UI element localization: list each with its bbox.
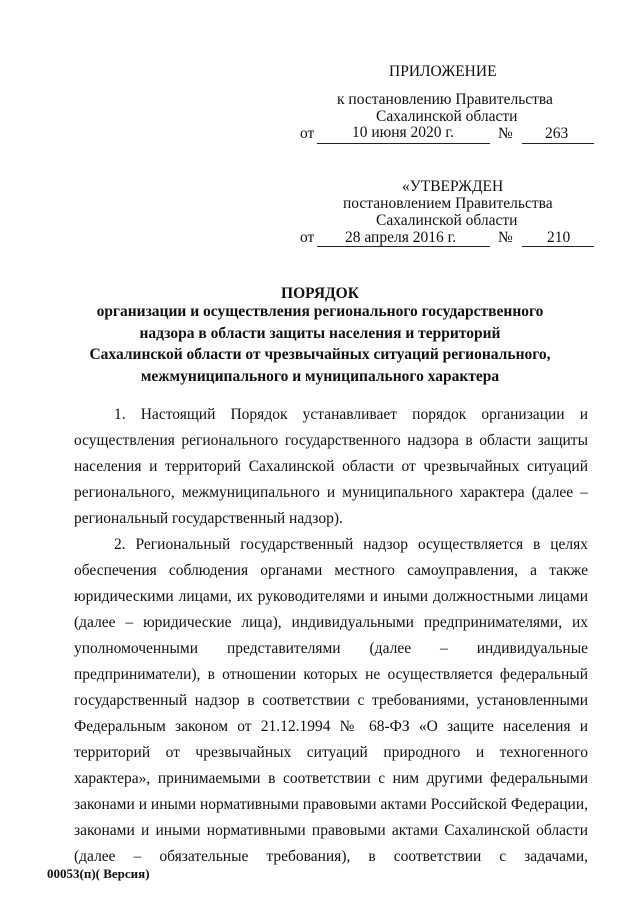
approved-date-underline bbox=[317, 246, 490, 247]
paragraph-line: законами и иными нормативными правовыми актами Сахалинской области bbox=[74, 822, 588, 839]
approved-number-label: № bbox=[498, 229, 513, 246]
paragraph-line: регионального, межмуниципального и муниципального характера (далее – bbox=[74, 484, 588, 501]
paragraph-line: 1. Настоящий Порядок устанавливает порядок организации и bbox=[114, 406, 588, 423]
paragraph-line: региональный государственный надзор). bbox=[74, 510, 343, 527]
subtitle-line: организации и осуществления регионального государственного bbox=[96, 303, 544, 320]
subtitle-line: Сахалинской области от чрезвычайных ситуаций регионального, bbox=[89, 346, 551, 363]
paragraph-1 bbox=[74, 402, 588, 532]
appendix-number-label: № bbox=[498, 125, 513, 142]
appendix-number-underline bbox=[522, 143, 594, 144]
paragraph-line: Федеральным законом от 21.12.1994 № 68-ФЗ «О защите населения и bbox=[74, 718, 588, 735]
appendix-line-1: к постановлению Правительства bbox=[337, 91, 553, 108]
appendix-line-2: Сахалинской области bbox=[376, 108, 518, 125]
paragraph-line: обеспечения соблюдения органами местного самоуправления, а также bbox=[74, 562, 588, 579]
appendix-from-label: от bbox=[300, 125, 315, 142]
appendix-date: 10 июня 2020 г. bbox=[352, 124, 454, 141]
paragraph-line: 2. Региональный государственный надзор осуществляется в целях bbox=[114, 536, 588, 553]
paragraph-line: уполномоченными представителями (далее – индивидуальные bbox=[74, 640, 588, 657]
appendix-title: ПРИЛОЖЕНИЕ bbox=[389, 63, 497, 80]
paragraph-line: юридическими лицами, их руководителями и иными должностными лицами bbox=[74, 588, 588, 605]
paragraph-line: территорий от чрезвычайных ситуаций природного и техногенного bbox=[74, 744, 588, 761]
document-title: ПОРЯДОК bbox=[281, 285, 359, 302]
paragraph-line: характера», принимаемыми в соответствии с ним другими федеральными bbox=[74, 770, 588, 787]
paragraph-line: государственный надзор в соответствии с требованиями, установленными bbox=[74, 692, 588, 709]
paragraph-line: осуществления регионального государственного надзора в области защиты bbox=[74, 432, 588, 449]
approved-title: «УТВЕРЖДЕН bbox=[402, 178, 504, 195]
paragraph-line: предприниматели), в отношении которых не осуществляется федеральный bbox=[74, 666, 588, 683]
paragraph-line: (далее – юридические лица), индивидуальными предпринимателями, их bbox=[74, 614, 588, 631]
document-subtitle bbox=[60, 301, 580, 387]
subtitle-line: надзора в области защиты населения и территорий bbox=[139, 324, 501, 342]
approved-line-1: постановлением Правительства bbox=[343, 195, 553, 212]
approved-from-label: от bbox=[300, 229, 315, 246]
approved-line-2: Сахалинской области bbox=[376, 212, 518, 229]
appendix-date-underline bbox=[317, 143, 490, 144]
paragraph-line: (далее – обязательные требования), в соответствии с задачами, bbox=[74, 848, 588, 865]
subtitle-line: межмуниципального и муниципального характера bbox=[140, 367, 500, 385]
paragraph-line: населения и территорий Сахалинской области от чрезвычайных ситуаций bbox=[74, 458, 588, 475]
footer-version-code: 00053(п)( Версия) bbox=[47, 866, 150, 881]
paragraph-line: законами и иными нормативными правовыми актами Российской Федерации, bbox=[74, 796, 588, 813]
appendix-number: 263 bbox=[545, 125, 569, 142]
approved-date: 28 апреля 2016 г. bbox=[345, 229, 457, 246]
approved-number: 210 bbox=[547, 229, 571, 246]
paragraph-2 bbox=[74, 532, 588, 870]
approved-number-underline bbox=[522, 246, 594, 247]
